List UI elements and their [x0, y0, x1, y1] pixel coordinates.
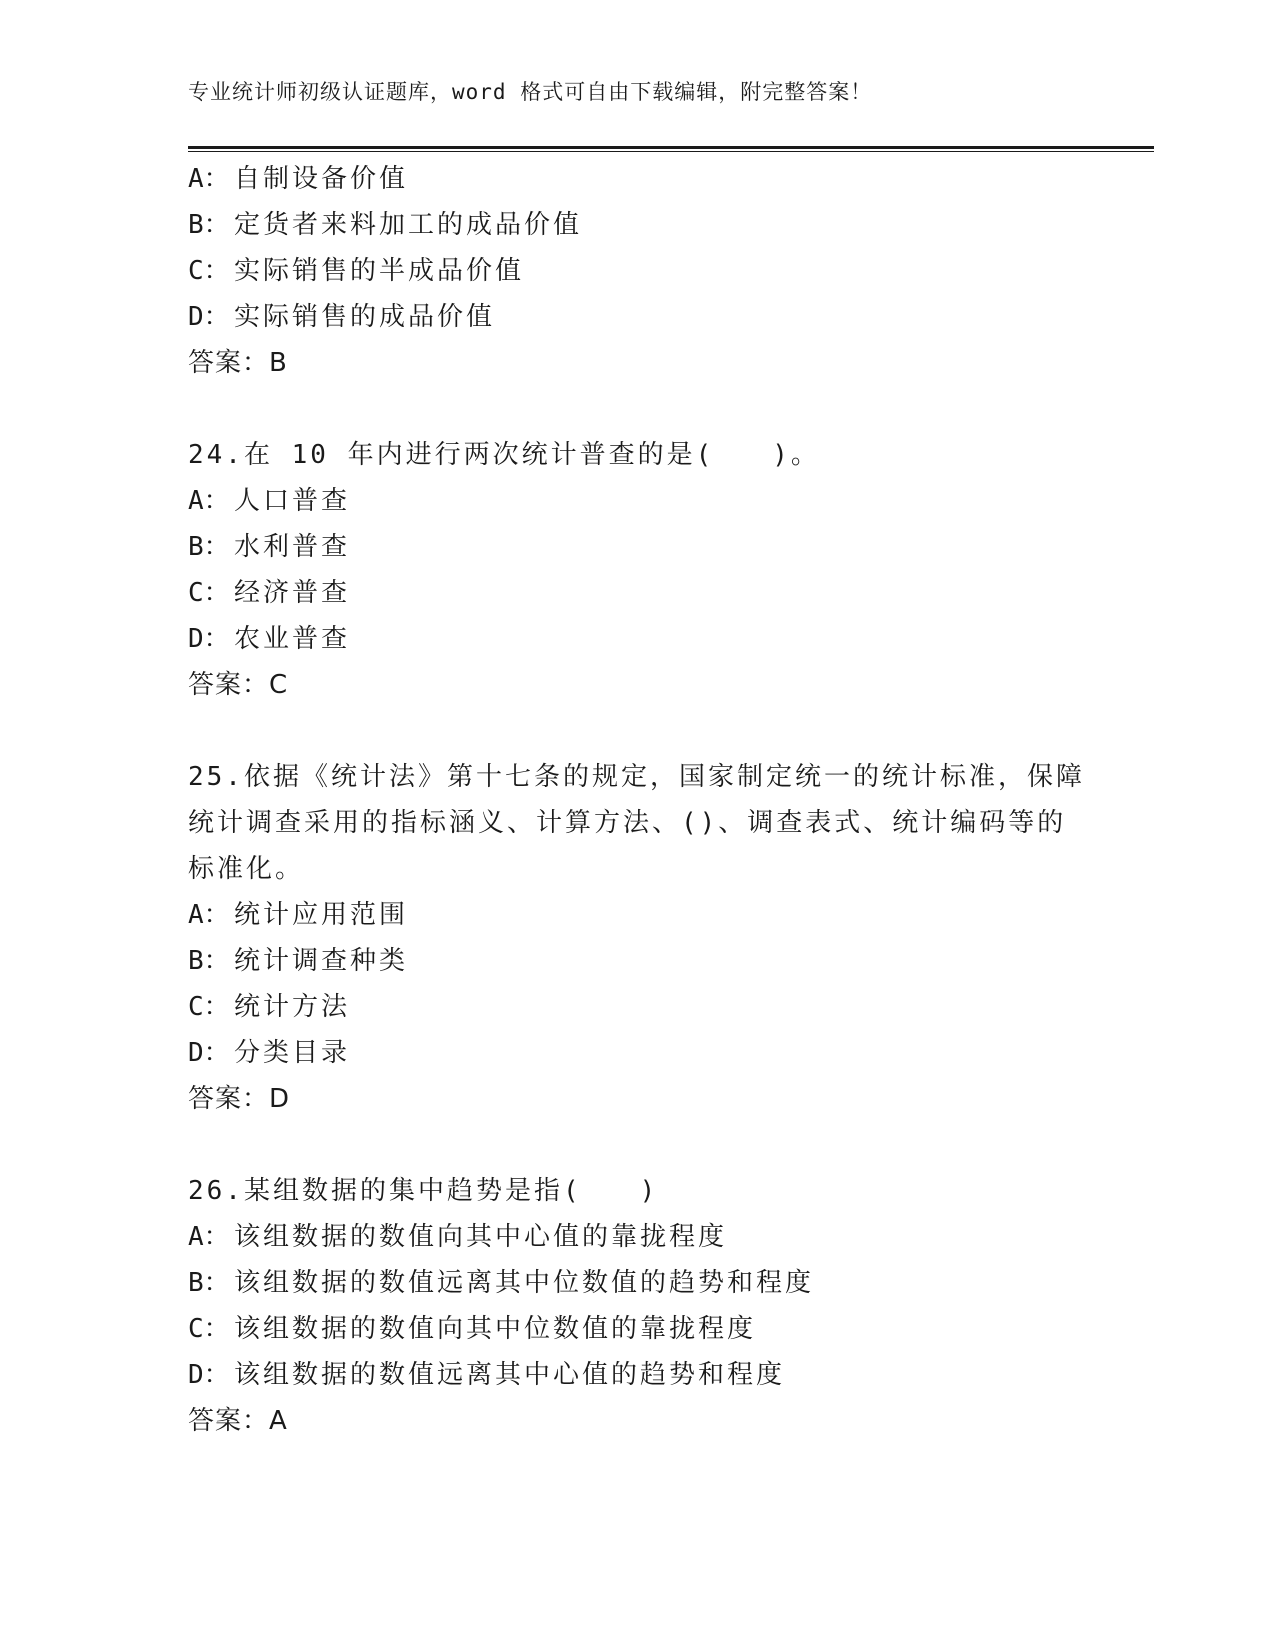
option-text: 水利普查: [234, 532, 351, 562]
option-b: [188, 202, 1088, 248]
option-label: D：: [188, 1038, 230, 1068]
question-25: [188, 754, 1088, 1122]
option-text: 分类目录: [234, 1038, 351, 1068]
option-d: [188, 1352, 1088, 1398]
option-text: 定货者来料加工的成品价值: [234, 210, 583, 240]
question-23: [188, 156, 1088, 386]
option-d: [188, 1030, 1088, 1076]
option-text: 统计应用范围: [234, 900, 409, 930]
option-text: 自制设备价值: [234, 164, 409, 194]
option-text: 该组数据的数值向其中位数值的靠拢程度: [234, 1314, 757, 1344]
option-d: [188, 294, 1088, 340]
header-note: 专业统计师初级认证题库，word 格式可自由下载编辑，附完整答案！: [188, 80, 873, 104]
answer-line: 答案：D: [188, 1084, 291, 1114]
spacer: [188, 708, 1088, 754]
header-rule-thick: [188, 146, 1154, 149]
option-text: 实际销售的半成品价值: [234, 256, 525, 286]
question-24: [188, 432, 1088, 708]
option-text: 经济普查: [234, 578, 351, 608]
question-stem: 24.在 10 年内进行两次统计普查的是( )。: [188, 440, 820, 470]
option-a: [188, 156, 1088, 202]
option-text: 人口普查: [234, 486, 351, 516]
option-label: B：: [188, 946, 230, 976]
question-content: [188, 156, 1088, 1444]
option-text: 该组数据的数值向其中心值的靠拢程度: [234, 1222, 728, 1252]
option-label: A：: [188, 164, 230, 194]
option-label: D：: [188, 624, 230, 654]
option-c: [188, 984, 1088, 1030]
answer-line: 答案：B: [188, 348, 288, 378]
option-label: B：: [188, 210, 230, 240]
option-text: 该组数据的数值远离其中心值的趋势和程度: [234, 1360, 786, 1390]
option-b: [188, 1260, 1088, 1306]
option-text: 农业普查: [234, 624, 351, 654]
option-text: 统计方法: [234, 992, 351, 1022]
option-text: 实际销售的成品价值: [234, 302, 496, 332]
spacer: [188, 1122, 1088, 1168]
option-text: 统计调查种类: [234, 946, 409, 976]
option-d: [188, 616, 1088, 662]
option-label: D：: [188, 1360, 230, 1390]
option-b: [188, 524, 1088, 570]
question-stem: 26.某组数据的集中趋势是指( ): [188, 1176, 659, 1206]
header-rule-thin: [188, 151, 1154, 152]
option-label: C：: [188, 992, 230, 1022]
option-a: [188, 892, 1088, 938]
option-label: A：: [188, 486, 230, 516]
option-a: [188, 1214, 1088, 1260]
spacer: [188, 386, 1088, 432]
option-c: [188, 570, 1088, 616]
option-label: C：: [188, 578, 230, 608]
question-stem: 25.依据《统计法》第十七条的规定，国家制定统一的统计标准，保障: [188, 762, 1085, 792]
answer-line: 答案：C: [188, 670, 289, 700]
option-text: 该组数据的数值远离其中位数值的趋势和程度: [234, 1268, 815, 1298]
option-a: [188, 478, 1088, 524]
option-label: D：: [188, 302, 230, 332]
option-b: [188, 938, 1088, 984]
option-c: [188, 1306, 1088, 1352]
option-label: A：: [188, 1222, 230, 1252]
question-26: [188, 1168, 1088, 1444]
answer-line: 答案：A: [188, 1406, 288, 1436]
option-label: B：: [188, 1268, 230, 1298]
option-label: C：: [188, 256, 230, 286]
option-c: [188, 248, 1088, 294]
option-label: A：: [188, 900, 230, 930]
question-stem: 统计调查采用的指标涵义、计算方法、()、调查表式、统计编码等的: [188, 808, 1067, 838]
option-label: C：: [188, 1314, 230, 1344]
option-label: B：: [188, 532, 230, 562]
question-stem: 标准化。: [188, 854, 305, 884]
